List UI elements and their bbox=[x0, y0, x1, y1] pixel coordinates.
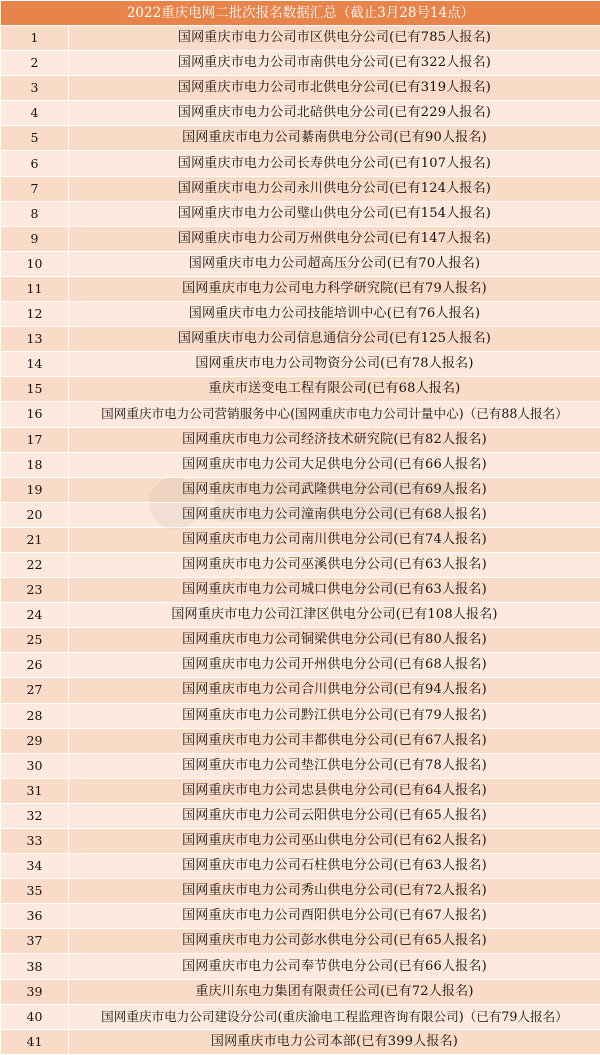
table-row bbox=[1, 101, 600, 126]
company-entry: 国网重庆市电力公司市区供电分公司(已有785人报名) bbox=[69, 26, 600, 51]
table-row bbox=[1, 678, 600, 703]
row-number: 20 bbox=[1, 502, 69, 527]
table-row bbox=[1, 552, 600, 577]
company-entry: 国网重庆市电力公司璧山供电分公司(已有154人报名) bbox=[69, 201, 600, 226]
row-number: 26 bbox=[1, 653, 69, 678]
table-row bbox=[1, 51, 600, 76]
table-row bbox=[1, 954, 600, 979]
company-entry: 国网重庆市电力公司开州供电分公司(已有68人报名) bbox=[69, 653, 600, 678]
row-number: 29 bbox=[1, 728, 69, 753]
row-number: 1 bbox=[1, 26, 69, 51]
row-number: 16 bbox=[1, 402, 69, 427]
company-entry: 重庆川东电力集团有限责任公司(已有72人报名) bbox=[69, 979, 600, 1004]
table-row bbox=[1, 452, 600, 477]
company-entry: 国网重庆市电力公司电力科学研究院(已有79人报名) bbox=[69, 276, 600, 301]
table-row bbox=[1, 854, 600, 879]
row-number: 22 bbox=[1, 552, 69, 577]
table-row bbox=[1, 126, 600, 151]
company-entry: 国网重庆市电力公司经济技术研究院(已有82人报名) bbox=[69, 427, 600, 452]
row-number: 14 bbox=[1, 352, 69, 377]
table-row bbox=[1, 803, 600, 828]
company-entry: 国网重庆市电力公司石柱供电分公司(已有63人报名) bbox=[69, 854, 600, 879]
row-number: 31 bbox=[1, 778, 69, 803]
table-row bbox=[1, 477, 600, 502]
table-body bbox=[1, 26, 600, 1055]
row-number: 5 bbox=[1, 126, 69, 151]
row-number: 18 bbox=[1, 452, 69, 477]
company-entry: 国网重庆市电力公司本部(已有399人报名) bbox=[69, 1029, 600, 1054]
company-entry: 国网重庆市电力公司巫溪供电分公司(已有63人报名) bbox=[69, 552, 600, 577]
row-number: 13 bbox=[1, 327, 69, 352]
table-row bbox=[1, 276, 600, 301]
company-entry: 国网重庆市电力公司铜梁供电分公司(已有80人报名) bbox=[69, 628, 600, 653]
row-number: 24 bbox=[1, 603, 69, 628]
row-number: 27 bbox=[1, 678, 69, 703]
row-number: 33 bbox=[1, 829, 69, 854]
company-entry: 国网重庆市电力公司永川供电分公司(已有124人报名) bbox=[69, 176, 600, 201]
table-row bbox=[1, 151, 600, 176]
company-entry: 国网重庆市电力公司武隆供电分公司(已有69人报名) bbox=[69, 477, 600, 502]
company-entry: 国网重庆市电力公司酉阳供电分公司(已有67人报名) bbox=[69, 904, 600, 929]
row-number: 10 bbox=[1, 251, 69, 276]
table-row bbox=[1, 653, 600, 678]
company-entry: 国网重庆市电力公司北碚供电分公司(已有229人报名) bbox=[69, 101, 600, 126]
company-entry: 国网重庆市电力公司大足供电分公司(已有66人报名) bbox=[69, 452, 600, 477]
row-number: 38 bbox=[1, 954, 69, 979]
row-number: 2 bbox=[1, 51, 69, 76]
row-number: 39 bbox=[1, 979, 69, 1004]
company-entry: 国网重庆市电力公司建设分公司(重庆渝电工程监理咨询有限公司)（已有79人报名） bbox=[69, 1004, 600, 1029]
company-entry: 国网重庆市电力公司超高压分公司(已有70人报名) bbox=[69, 251, 600, 276]
row-number: 36 bbox=[1, 904, 69, 929]
company-entry: 国网重庆市电力公司长寿供电分公司(已有107人报名) bbox=[69, 151, 600, 176]
table-row bbox=[1, 226, 600, 251]
row-number: 7 bbox=[1, 176, 69, 201]
table-row bbox=[1, 979, 600, 1004]
table-row bbox=[1, 728, 600, 753]
company-entry: 国网重庆市电力公司潼南供电分公司(已有68人报名) bbox=[69, 502, 600, 527]
table-row bbox=[1, 778, 600, 803]
table-row bbox=[1, 703, 600, 728]
row-number: 21 bbox=[1, 527, 69, 552]
company-entry: 国网重庆市电力公司黔江供电分公司(已有79人报名) bbox=[69, 703, 600, 728]
row-number: 8 bbox=[1, 201, 69, 226]
company-entry: 国网重庆市电力公司奉节供电分公司(已有66人报名) bbox=[69, 954, 600, 979]
row-number: 41 bbox=[1, 1029, 69, 1054]
row-number: 28 bbox=[1, 703, 69, 728]
row-number: 11 bbox=[1, 276, 69, 301]
table-row bbox=[1, 176, 600, 201]
table-row bbox=[1, 352, 600, 377]
table-row bbox=[1, 251, 600, 276]
table-row bbox=[1, 929, 600, 954]
table-row bbox=[1, 502, 600, 527]
row-number: 25 bbox=[1, 628, 69, 653]
row-number: 17 bbox=[1, 427, 69, 452]
company-entry: 国网重庆市电力公司南川供电分公司(已有74人报名) bbox=[69, 527, 600, 552]
row-number: 23 bbox=[1, 578, 69, 603]
company-entry: 国网重庆市电力公司丰都供电分公司(已有67人报名) bbox=[69, 728, 600, 753]
company-entry: 国网重庆市电力公司营销服务中心(国网重庆市电力公司计量中心)（已有88人报名） bbox=[69, 402, 600, 427]
company-entry: 国网重庆市电力公司忠县供电分公司(已有64人报名) bbox=[69, 778, 600, 803]
company-entry: 国网重庆市电力公司城口供电分公司(已有63人报名) bbox=[69, 578, 600, 603]
table-row bbox=[1, 527, 600, 552]
company-entry: 重庆市送变电工程有限公司(已有68人报名) bbox=[69, 377, 600, 402]
table-row bbox=[1, 829, 600, 854]
row-number: 34 bbox=[1, 854, 69, 879]
row-number: 37 bbox=[1, 929, 69, 954]
table-row bbox=[1, 402, 600, 427]
table-row bbox=[1, 201, 600, 226]
row-number: 19 bbox=[1, 477, 69, 502]
company-entry: 国网重庆市电力公司合川供电分公司(已有94人报名) bbox=[69, 678, 600, 703]
company-entry: 国网重庆市电力公司技能培训中心(已有76人报名) bbox=[69, 302, 600, 327]
row-number: 9 bbox=[1, 226, 69, 251]
company-entry: 国网重庆市电力公司垫江供电分公司(已有78人报名) bbox=[69, 753, 600, 778]
table-row bbox=[1, 628, 600, 653]
row-number: 15 bbox=[1, 377, 69, 402]
company-entry: 国网重庆市电力公司巫山供电分公司(已有62人报名) bbox=[69, 829, 600, 854]
row-number: 4 bbox=[1, 101, 69, 126]
table-row bbox=[1, 1029, 600, 1054]
company-entry: 国网重庆市电力公司市南供电分公司(已有322人报名) bbox=[69, 51, 600, 76]
company-entry: 国网重庆市电力公司秀山供电分公司(已有72人报名) bbox=[69, 879, 600, 904]
table-row bbox=[1, 578, 600, 603]
row-number: 6 bbox=[1, 151, 69, 176]
table-title: 2022重庆电网二批次报名数据汇总（截止3月28号14点） bbox=[1, 1, 600, 26]
company-entry: 国网重庆市电力公司云阳供电分公司(已有65人报名) bbox=[69, 803, 600, 828]
row-number: 35 bbox=[1, 879, 69, 904]
table-row bbox=[1, 377, 600, 402]
row-number: 40 bbox=[1, 1004, 69, 1029]
company-entry: 国网重庆市电力公司彭水供电分公司(已有65人报名) bbox=[69, 929, 600, 954]
row-number: 30 bbox=[1, 753, 69, 778]
table-row bbox=[1, 76, 600, 101]
row-number: 12 bbox=[1, 302, 69, 327]
company-entry: 国网重庆市电力公司万州供电分公司(已有147人报名) bbox=[69, 226, 600, 251]
table-row bbox=[1, 427, 600, 452]
table-row bbox=[1, 327, 600, 352]
table-row bbox=[1, 904, 600, 929]
table-row bbox=[1, 753, 600, 778]
table-row bbox=[1, 603, 600, 628]
company-entry: 国网重庆市电力公司信息通信分公司(已有125人报名) bbox=[69, 327, 600, 352]
table-row bbox=[1, 26, 600, 51]
row-number: 3 bbox=[1, 76, 69, 101]
company-entry: 国网重庆市电力公司市北供电分公司(已有319人报名) bbox=[69, 76, 600, 101]
company-entry: 国网重庆市电力公司綦南供电分公司(已有90人报名) bbox=[69, 126, 600, 151]
company-entry: 国网重庆市电力公司物资分公司(已有78人报名) bbox=[69, 352, 600, 377]
table-row bbox=[1, 1004, 600, 1029]
table-row bbox=[1, 879, 600, 904]
row-number: 32 bbox=[1, 803, 69, 828]
table-row bbox=[1, 302, 600, 327]
title-row bbox=[1, 1, 600, 26]
company-entry: 国网重庆市电力公司江津区供电分公司(已有108人报名) bbox=[69, 603, 600, 628]
